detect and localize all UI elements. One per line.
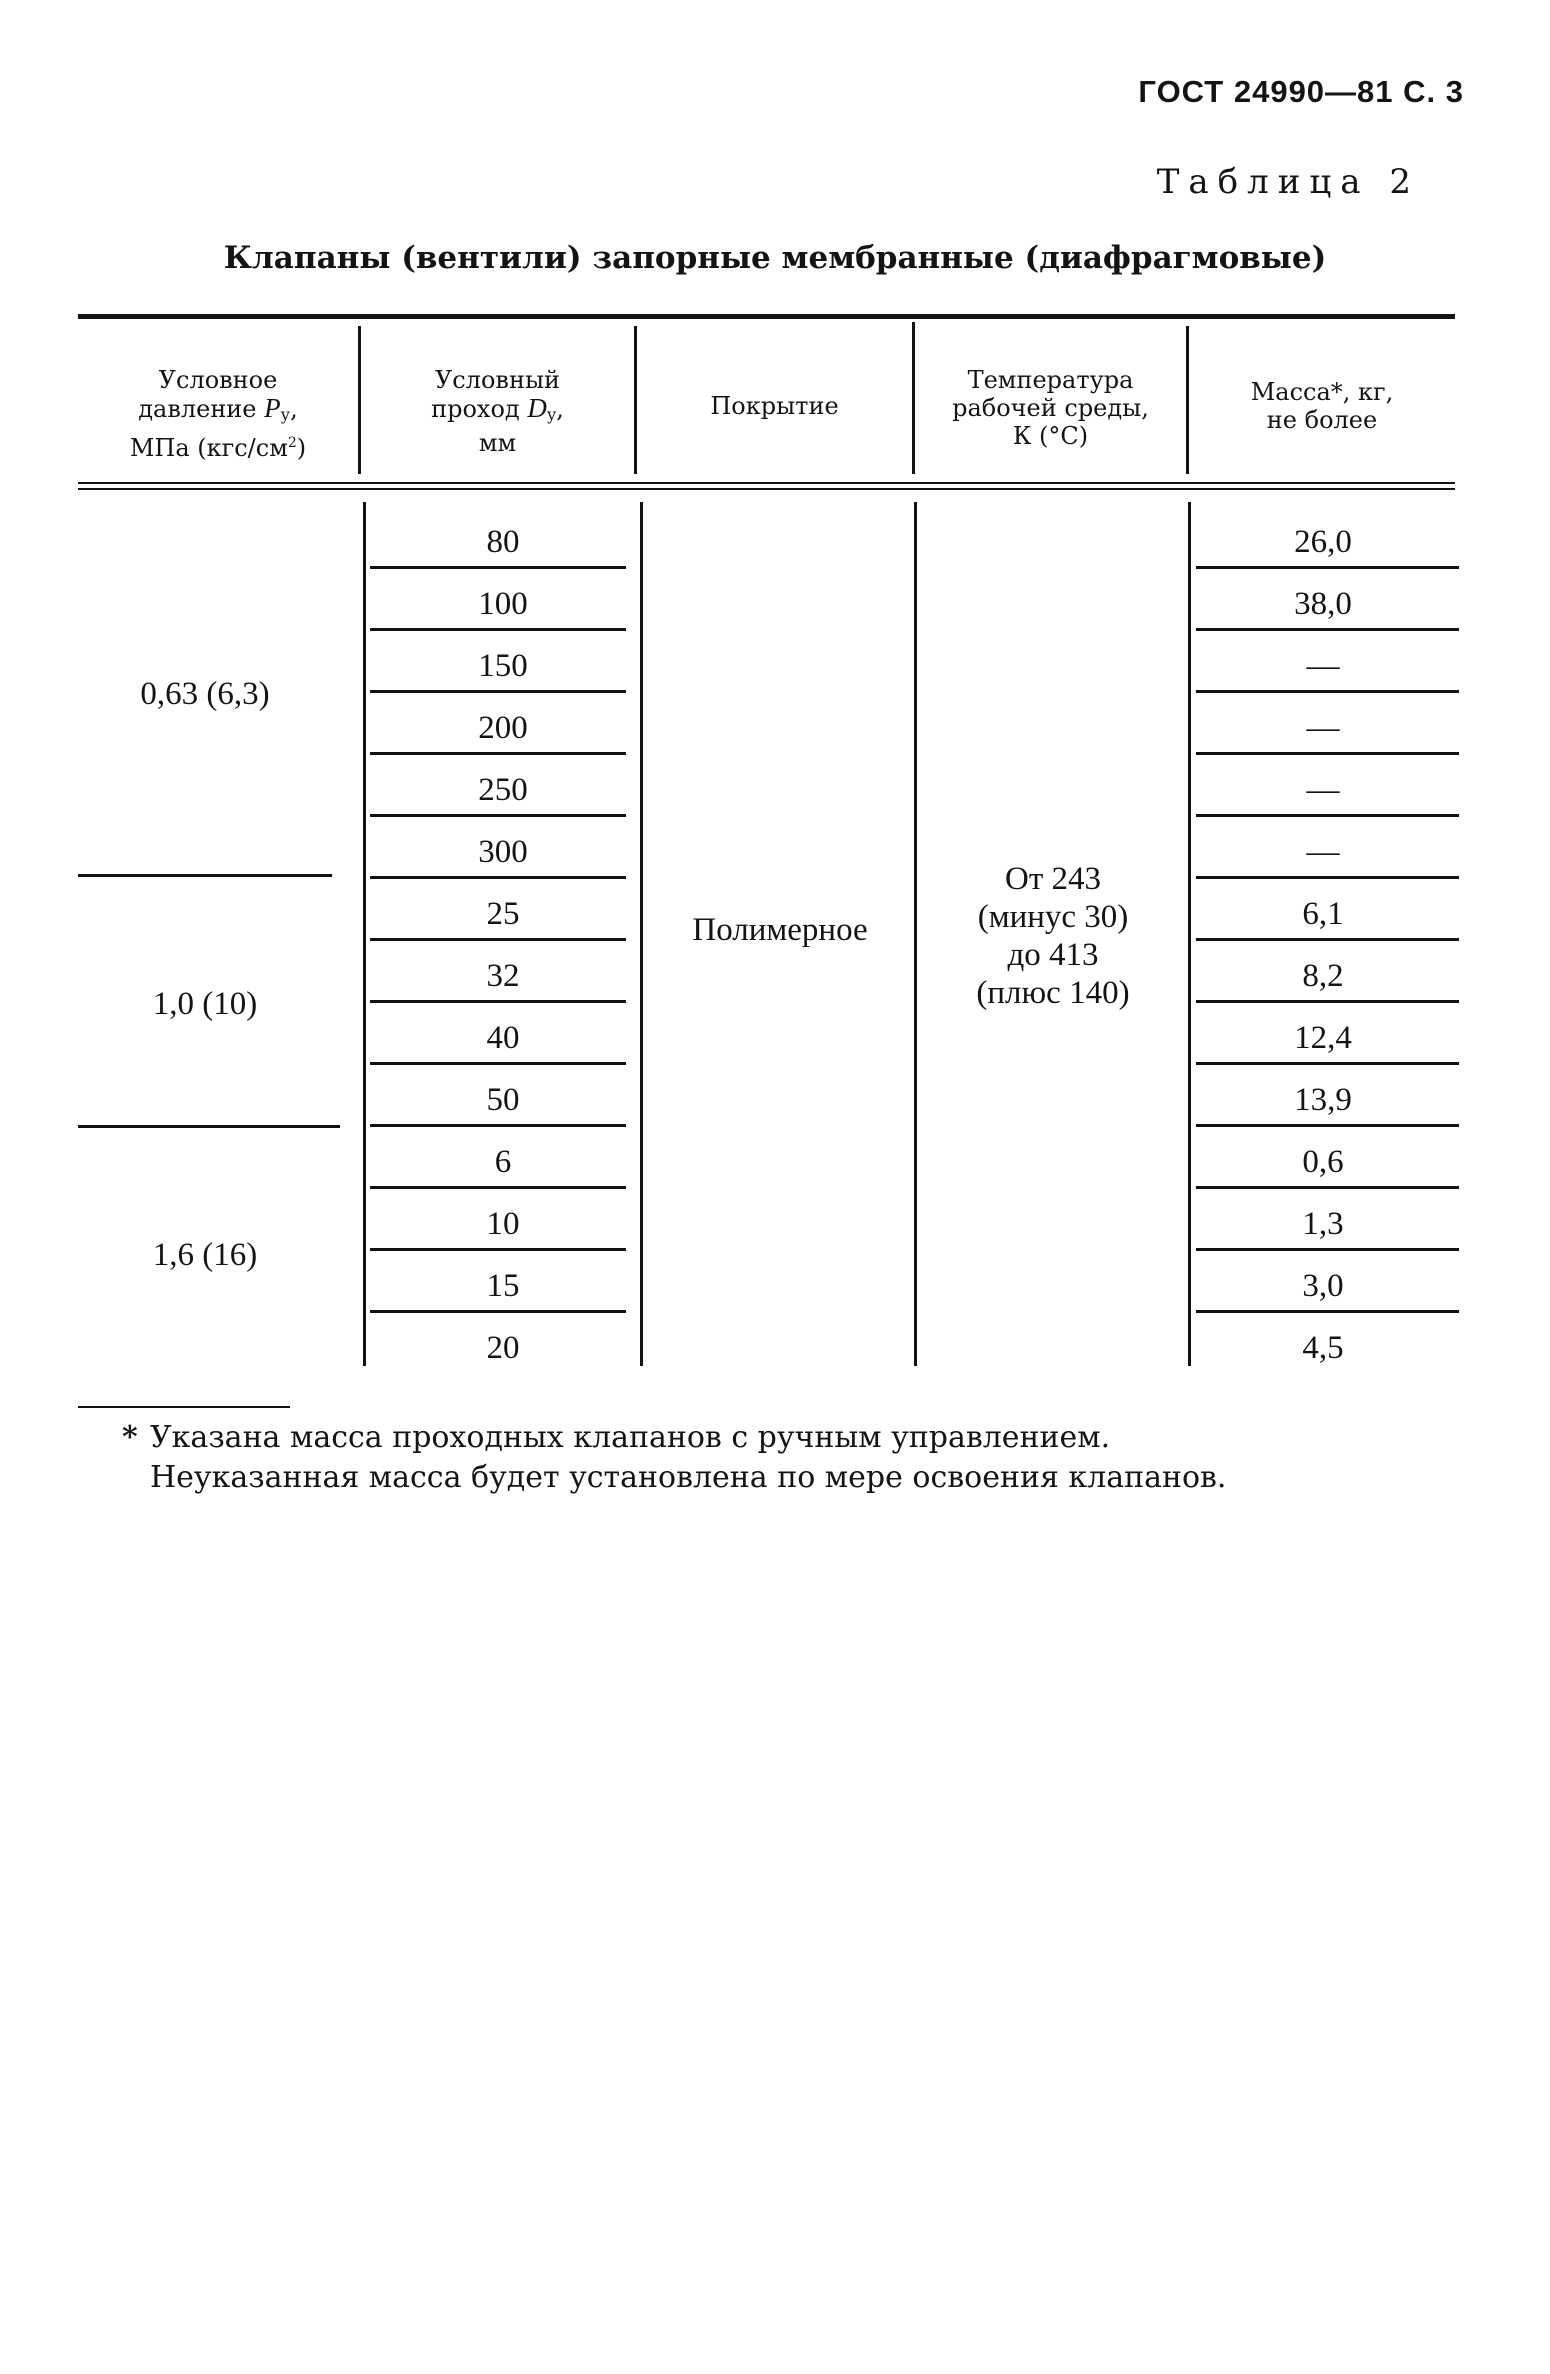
footnote-line: Указана масса проходных клапанов с ручным управлением. (150, 1420, 1111, 1455)
col-header-pressure: Условное давление $P_у$, МПа $(кгс/см^2)$ (78, 366, 358, 462)
header-text: К (°C) (1012, 422, 1089, 450)
table-number: Таблица 2 (1156, 162, 1420, 202)
header-symbol: P (264, 393, 281, 423)
col-header-bore: Условный проход $D_у$, мм (361, 366, 634, 457)
bore-cell: 80 (486, 524, 520, 560)
row-rule (370, 628, 626, 631)
col-header-temperature (915, 366, 1186, 450)
header-symbol: D (527, 393, 547, 423)
mass-cell: 8,2 (1302, 958, 1344, 994)
row-rule (370, 1062, 626, 1065)
group-label: 1,6 (16) (152, 1237, 258, 1273)
temperature-line: (минус 30) (977, 899, 1129, 935)
header-text: Масса*, кг, (1250, 378, 1394, 406)
bore-cell: 15 (486, 1268, 520, 1304)
header-text: проход (431, 395, 520, 423)
mass-cell: 3,0 (1302, 1268, 1344, 1304)
header-superscript: 2 (287, 435, 297, 451)
group-label: 1,0 (10) (152, 986, 258, 1022)
footnote-rule (78, 1406, 290, 1408)
bore-cell: 50 (486, 1082, 520, 1118)
header-text: Температура (967, 366, 1134, 394)
mass-cell: 13,9 (1294, 1082, 1352, 1118)
header-text: Условный (434, 366, 561, 394)
row-rule (1196, 814, 1459, 817)
row-rule (370, 1248, 626, 1251)
row-rule (1196, 938, 1459, 941)
row-rule (370, 1000, 626, 1003)
row-rule (370, 876, 626, 879)
table-title: Клапаны (вентили) запорные мембранные (диафрагмовые) (223, 240, 1327, 276)
bore-cell: 300 (478, 834, 528, 870)
row-rule (370, 814, 626, 817)
row-rule (1196, 628, 1459, 631)
row-rule (370, 690, 626, 693)
mass-cell: 12,4 (1294, 1020, 1352, 1056)
header-subscript: у (280, 405, 291, 424)
header-text: рабочей среды, (952, 394, 1149, 422)
header-text: не более (1266, 406, 1378, 434)
bore-cell: 100 (478, 586, 528, 622)
temperature-line: От 243 (1004, 861, 1101, 897)
bore-cell: 250 (478, 772, 528, 808)
group-separator (78, 874, 332, 877)
mass-cell: — (1306, 772, 1340, 808)
col-header-coating: Покрытие (710, 392, 839, 420)
temperature-value (918, 860, 1188, 1012)
mass-cell: 26,0 (1294, 524, 1352, 560)
mass-cell: 0,6 (1302, 1144, 1344, 1180)
row-rule (370, 1186, 626, 1189)
header-text: Условное (158, 366, 278, 394)
row-rule (370, 1124, 626, 1127)
mass-cell: 38,0 (1294, 586, 1352, 622)
page-header: ГОСТ 24990—81 С. 3 (1138, 74, 1464, 109)
header-bottom-rule (78, 488, 1455, 490)
row-rule (370, 566, 626, 569)
bore-cell: 32 (486, 958, 520, 994)
row-rule (1196, 1124, 1459, 1127)
mass-cell: — (1306, 710, 1340, 746)
footnote (122, 1418, 1227, 1498)
bore-cell: 6 (494, 1144, 512, 1180)
bore-cell: 150 (478, 648, 528, 684)
row-rule (1196, 876, 1459, 879)
row-rule (1196, 566, 1459, 569)
mass-cell: 6,1 (1302, 896, 1344, 932)
header-text: мм (478, 429, 517, 457)
row-rule (1196, 1310, 1459, 1313)
col-header-mass (1189, 378, 1455, 434)
group-label: 0,63 (6,3) (140, 676, 270, 712)
mass-cell: 1,3 (1302, 1206, 1344, 1242)
temperature-line: до 413 (1007, 937, 1099, 973)
group-separator (78, 1125, 340, 1128)
header-bottom-rule (78, 482, 1455, 484)
row-rule (1196, 752, 1459, 755)
mass-cell: — (1306, 834, 1340, 870)
row-rule (370, 1310, 626, 1313)
bore-cell: 10 (486, 1206, 520, 1242)
row-rule (1196, 1000, 1459, 1003)
row-rule (370, 752, 626, 755)
header-text: ) (296, 434, 307, 462)
row-rule (1196, 1186, 1459, 1189)
bore-cell: 25 (486, 896, 520, 932)
table-top-rule (78, 314, 1455, 319)
header-text: давление (138, 395, 257, 423)
row-rule (370, 938, 626, 941)
bore-cell: 40 (486, 1020, 520, 1056)
temperature-line: (плюс 140) (976, 975, 1130, 1011)
header-subscript: у (546, 405, 557, 424)
bore-cell: 200 (478, 710, 528, 746)
row-rule (1196, 690, 1459, 693)
row-rule (1196, 1248, 1459, 1251)
footnote-mark: * (122, 1420, 138, 1455)
mass-cell: — (1306, 648, 1340, 684)
row-rule (1196, 1062, 1459, 1065)
mass-cell: 4,5 (1302, 1330, 1344, 1366)
coating-value: Полимерное (692, 912, 868, 948)
footnote-line: Неуказанная масса будет установлена по мере освоения клапанов. (150, 1460, 1227, 1495)
header-text: МПа (кгс/см (129, 434, 288, 462)
bore-cell: 20 (486, 1330, 520, 1366)
